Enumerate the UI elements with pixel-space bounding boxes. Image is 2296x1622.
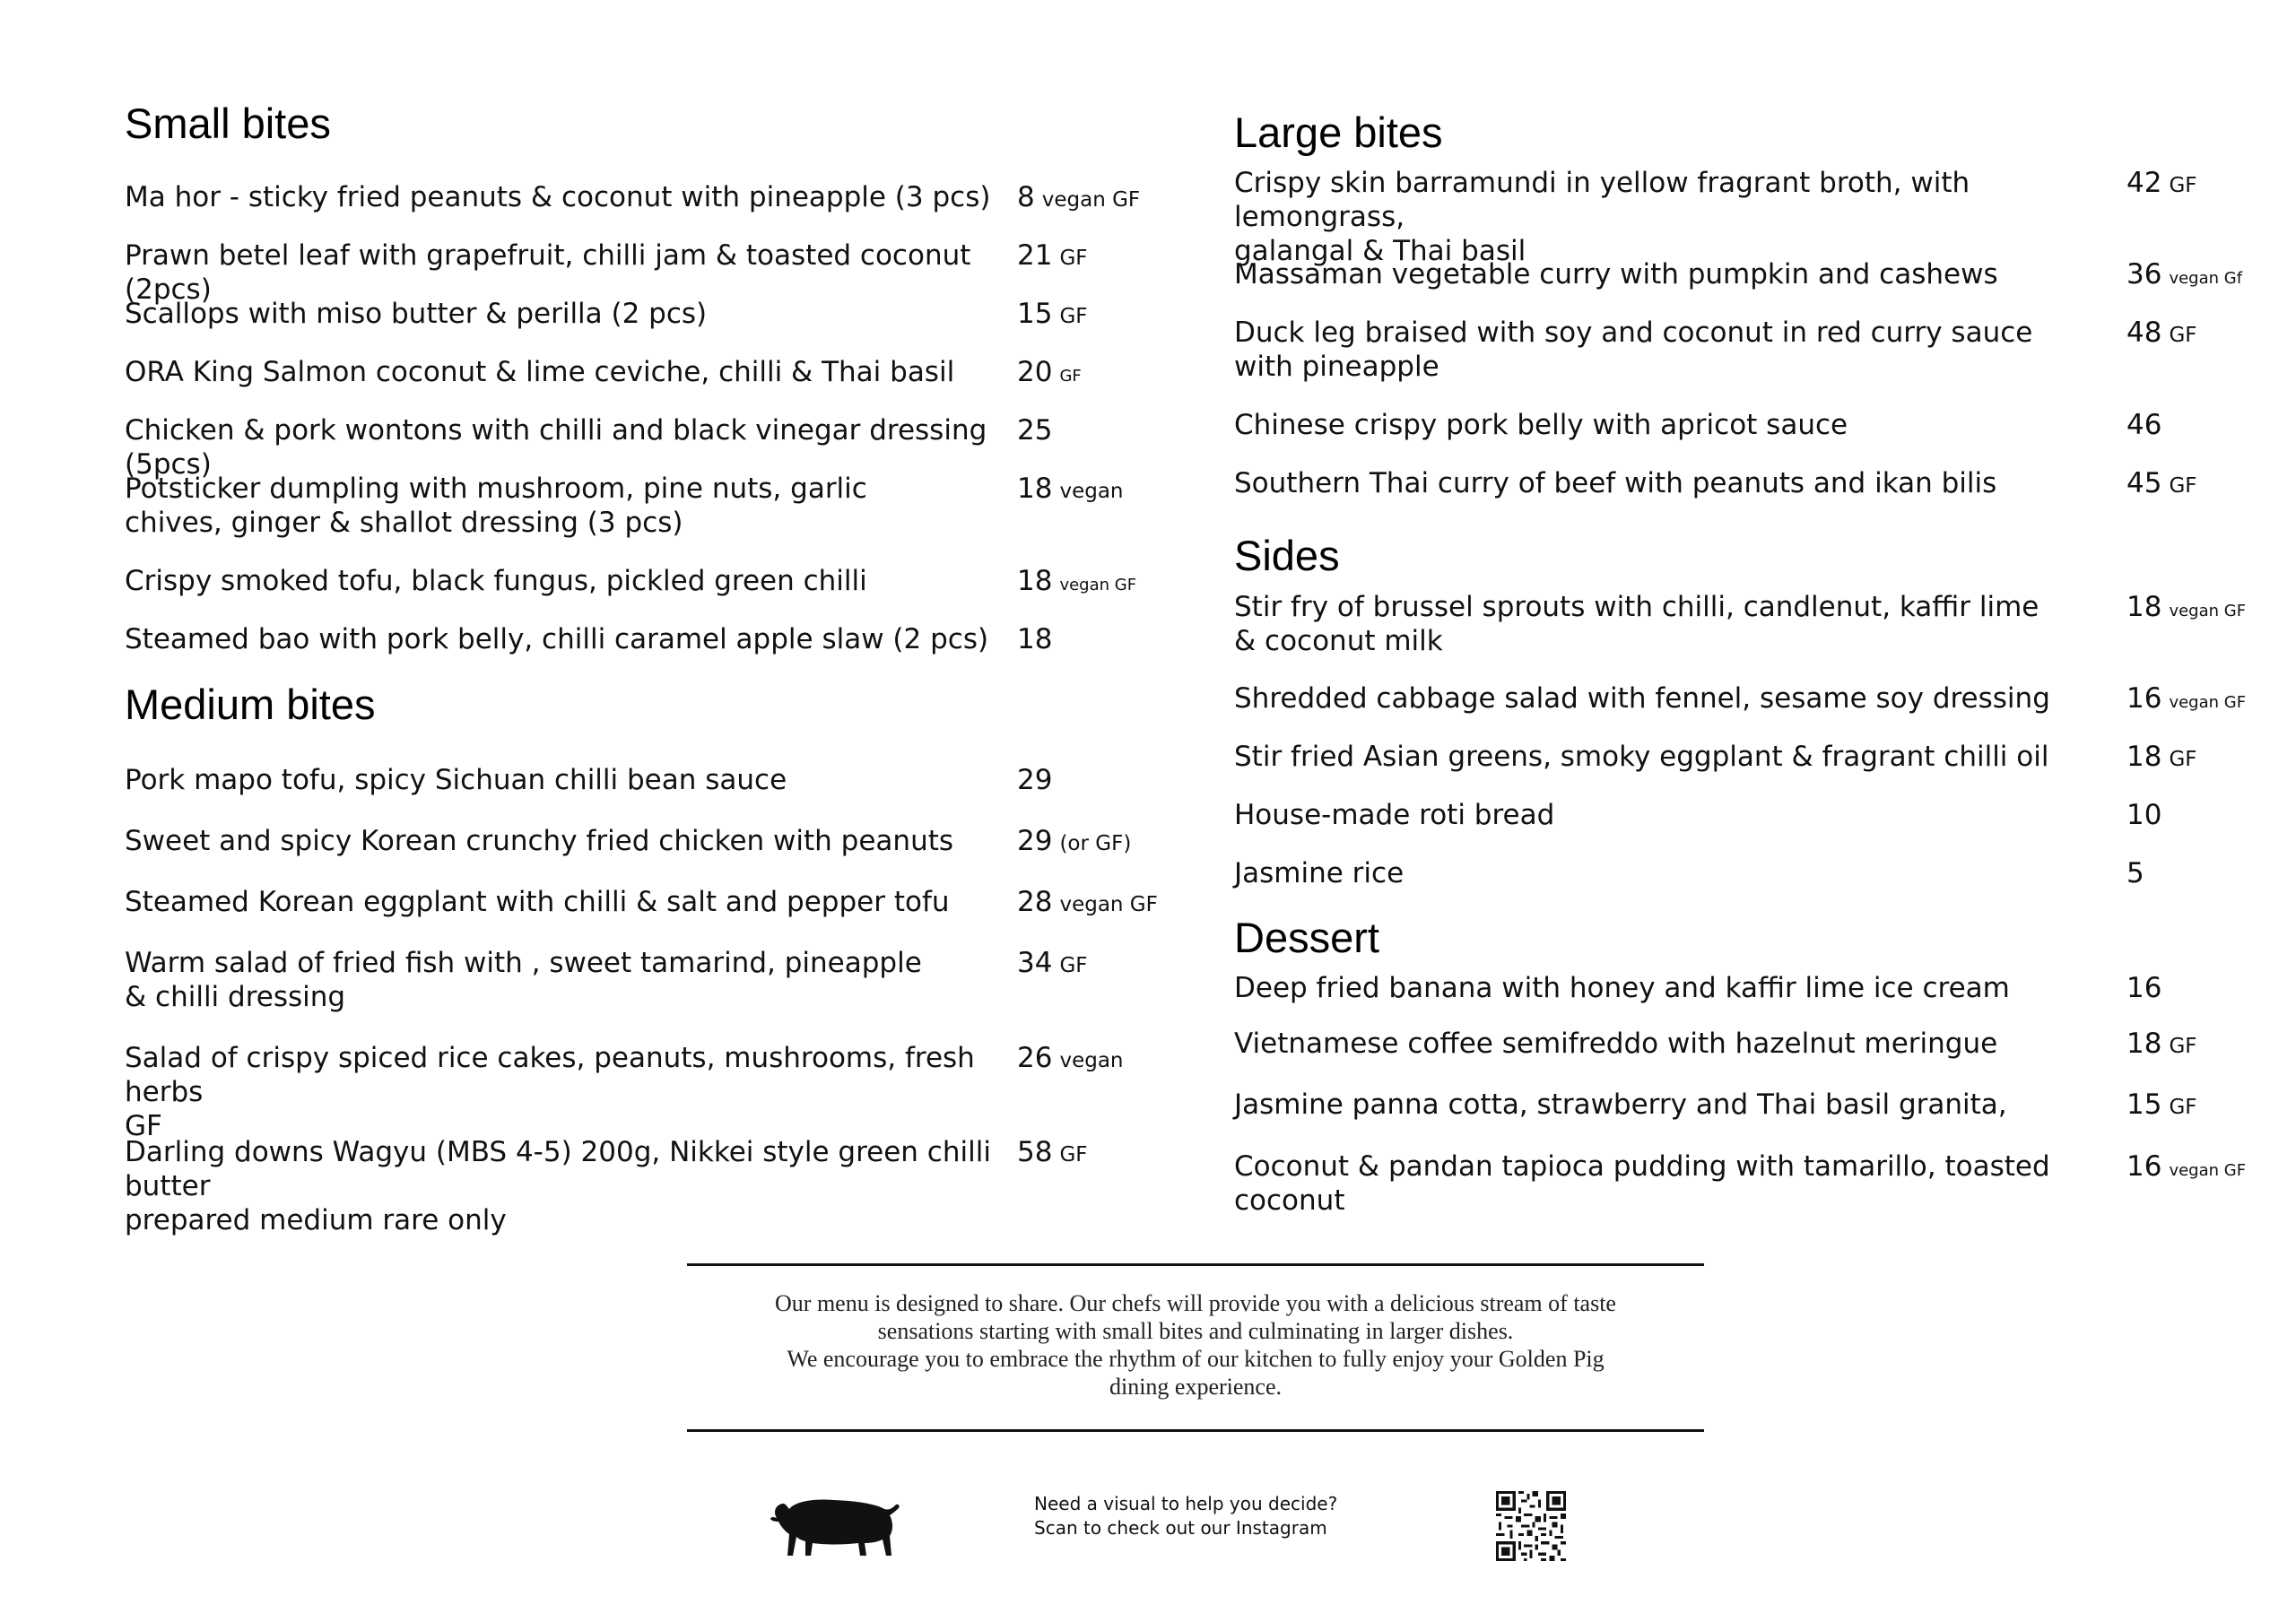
menu-item-name: House-made roti bread (1234, 799, 1555, 831)
menu-item-name: Stir fried Asian greens, smoky eggplant & fragrant chilli oil (1234, 741, 2049, 773)
price-value: 20 (1017, 356, 1053, 388)
dietary-tags: vegan (1059, 1049, 1124, 1072)
menu-item-name: Steamed bao with pork belly, chilli caramel apple slaw (2 pcs) (125, 623, 989, 655)
menu-item-name: Crispy smoked tofu, black fungus, pickled green chilli (125, 565, 867, 597)
sides-heading: Sides (1234, 532, 1340, 579)
menu-item-price (2126, 1027, 2197, 1063)
price-value: 48 (2126, 317, 2162, 349)
menu-item-name-line: Darling downs Wagyu (MBS 4-5) 200g, Nikkei style green chilli butter (125, 1136, 991, 1202)
price-value: 18 (1017, 473, 1053, 505)
menu-item-name: Southern Thai curry of beef with peanuts and ikan bilis (1234, 467, 1997, 499)
dietary-tags: GF (2169, 174, 2197, 197)
price-value: 18 (2126, 591, 2162, 623)
note-line: sensations starting with small bites and culminating in larger dishes. (877, 1318, 1514, 1344)
menu-item-price (1017, 824, 1131, 861)
note-line: We encourage you to embrace the rhythm of our kitchen to fully enjoy your Golden Pig (787, 1346, 1605, 1372)
dietary-tags: GF (2169, 748, 2197, 771)
menu-item-name: Coconut & pandan tapioca pudding with tamarillo, toasted coconut (1234, 1150, 2050, 1217)
menu-item-name-line: & chilli dressing (125, 981, 346, 1013)
menu-item-price (2126, 257, 2242, 296)
note-line: dining experience. (1109, 1374, 1283, 1400)
menu-item-name: Sweet and spicy Korean crunchy fried chicken with peanuts (125, 825, 954, 857)
dietary-tags: GF (1059, 1143, 1088, 1167)
menu-item-price (1017, 1041, 1124, 1078)
menu-item-name-line: & coconut milk (1234, 625, 1443, 657)
menu-item-price (1017, 885, 1158, 922)
price-value: 18 (2126, 741, 2162, 773)
dietary-tags: vegan (1059, 480, 1124, 503)
price-value: 18 (1017, 565, 1053, 597)
price-value: 29 (1017, 764, 1053, 796)
promo-line: Scan to check out our Instagram (1034, 1517, 1327, 1539)
menu-item-price (2126, 166, 2197, 203)
menu-item-price (2126, 798, 2169, 835)
dietary-tags: vegan GF (1059, 893, 1158, 916)
price-value: 16 (2126, 1150, 2162, 1183)
menu-item-name-line: Crispy skin barramundi in yellow fragrant broth, with lemongrass, (1234, 167, 1970, 233)
menu-item-price (2126, 856, 2152, 893)
dietary-tags: vegan GF (1059, 576, 1137, 594)
menu-item-name (125, 946, 995, 1014)
menu-item-price (1017, 946, 1088, 983)
price-value: 18 (1017, 623, 1053, 655)
menu-item-name: Ma hor - sticky fried peanuts & coconut with pineapple (3 pcs) (125, 181, 991, 213)
price-value: 25 (1017, 414, 1053, 447)
menu-item-name: Pork mapo tofu, spicy Sichuan chilli bean sauce (125, 764, 787, 796)
price-value: 28 (1017, 886, 1053, 918)
price-value: 18 (2126, 1028, 2162, 1060)
dietary-tags: GF (2169, 1096, 2197, 1119)
menu-item-price (2126, 408, 2169, 445)
menu-item-name-line: galangal & Thai basil (1234, 235, 1526, 267)
menu-item-price (1017, 413, 1059, 450)
menu-item-price (1017, 239, 1088, 275)
dessert-heading: Dessert (1234, 914, 1379, 961)
menu-item-name: Chinese crispy pork belly with apricot sauce (1234, 409, 1848, 441)
menu-item-name: Scallops with miso butter & perilla (2 pcs) (125, 298, 708, 330)
menu-item-price (2126, 971, 2169, 1008)
menu-item-price (1017, 564, 1136, 603)
price-value: 15 (2126, 1089, 2162, 1121)
menu-item-name (1234, 316, 2118, 384)
menu-item-price (2126, 466, 2197, 503)
price-value: 26 (1017, 1042, 1053, 1074)
menu-item-name: Jasmine panna cotta, strawberry and Thai basil granita, (1234, 1089, 2007, 1121)
price-value: 21 (1017, 239, 1053, 272)
bottom-divider (687, 1429, 1704, 1432)
menu-item-name (1234, 166, 2118, 268)
note-line: Our menu is designed to share. Our chefs will provide you with a delicious stream of taste (775, 1290, 1616, 1316)
price-value: 42 (2126, 167, 2162, 199)
price-value: 16 (2126, 682, 2162, 715)
menu-item-price (1017, 180, 1140, 217)
menu-item-name: ORA King Salmon coconut & lime ceviche, chilli & Thai basil (125, 356, 955, 388)
price-value: 34 (1017, 947, 1053, 979)
price-value: 5 (2126, 857, 2144, 889)
menu-item-name-line: prepared medium rare only (125, 1204, 507, 1236)
menu-item-price (2126, 316, 2197, 352)
price-value: 16 (2126, 972, 2162, 1004)
dietary-tags: (or GF) (1059, 832, 1132, 855)
dietary-tags: GF (1059, 305, 1088, 328)
qr-code-icon[interactable] (1496, 1490, 1566, 1562)
small-bites-heading: Small bites (125, 100, 331, 147)
dietary-tags: GF (2169, 324, 2197, 347)
menu-item-price (1017, 1135, 1088, 1172)
menu-item-name: Shredded cabbage salad with fennel, sesame soy dressing (1234, 682, 2050, 715)
menu-item-name-line: Duck leg braised with soy and coconut in red curry sauce (1234, 317, 2033, 349)
top-divider (687, 1263, 1704, 1266)
price-value: 8 (1017, 181, 1035, 213)
dietary-tags: vegan GF (1041, 188, 1141, 212)
dietary-tags: GF (1059, 367, 1082, 386)
dietary-tags: vegan GF (2169, 693, 2247, 712)
dietary-tags: GF (2169, 1035, 2197, 1058)
menu-item-price (1017, 472, 1124, 508)
menu-item-price (1017, 622, 1059, 659)
menu-item-name-line: GF (125, 1110, 162, 1142)
dietary-tags: GF (1059, 954, 1088, 977)
menu-item-name: Massaman vegetable curry with pumpkin and cashews (1234, 258, 1998, 291)
pig-silhouette-icon (770, 1491, 904, 1561)
menu-item-name (125, 1135, 995, 1237)
menu-item-name-line: with pineapple (1234, 351, 1439, 383)
instagram-promo (1034, 1492, 1337, 1540)
menu-item-name: Jasmine rice (1234, 857, 1405, 889)
menu-item-name (1234, 590, 2118, 658)
dietary-tags: GF (1059, 247, 1088, 270)
price-value: 45 (2126, 467, 2162, 499)
dietary-tags: vegan GF (2169, 1161, 2247, 1180)
price-value: 15 (1017, 298, 1053, 330)
menu-item-name: Deep fried banana with honey and kaffir lime ice cream (1234, 972, 2010, 1004)
menu-item-price (1017, 763, 1059, 800)
price-value: 58 (1017, 1136, 1053, 1168)
menu-item-price (1017, 297, 1088, 334)
menu-item-name: Chicken & pork wontons with chilli and black vinegar dressing (5pcs) (125, 414, 987, 481)
menu-item-name-line: Stir fry of brussel sprouts with chilli, candlenut, kaffir lime (1234, 591, 2039, 623)
menu-item-name-line: Salad of crispy spiced rice cakes, peanuts, mushrooms, fresh herbs (125, 1042, 975, 1108)
price-value: 10 (2126, 799, 2162, 831)
price-value: 46 (2126, 409, 2162, 441)
price-value: 36 (2126, 258, 2162, 291)
menu-item-price (2126, 1088, 2197, 1124)
menu-item-name (125, 1041, 995, 1143)
menu-item-price (2126, 740, 2197, 776)
menu-item-name: Steamed Korean eggplant with chilli & salt and pepper tofu (125, 886, 950, 918)
menu-item-price (2126, 1149, 2246, 1188)
menu-item-name: Prawn betel leaf with grapefruit, chilli jam & toasted coconut (2pcs) (125, 239, 971, 306)
medium-bites-heading: Medium bites (125, 681, 376, 728)
sharing-note (687, 1289, 1704, 1401)
price-value: 29 (1017, 825, 1053, 857)
menu-item-price (2126, 681, 2246, 720)
menu-item-price (2126, 590, 2246, 629)
dietary-tags: vegan GF (2169, 602, 2247, 620)
menu-item-name: Potsticker dumpling with mushroom, pine nuts, garlic chives, ginger & shallot dressing (3 pcs) (125, 473, 867, 539)
menu-item-price (1017, 355, 1082, 394)
menu-item-name: Vietnamese coffee semifreddo with hazelnut meringue (1234, 1028, 1998, 1060)
dietary-tags: vegan Gf (2169, 269, 2243, 288)
dietary-tags: GF (2169, 474, 2197, 498)
promo-line: Need a visual to help you decide? (1034, 1493, 1338, 1514)
menu-item-name-line: Warm salad of fried fish with , sweet tamarind, pineapple (125, 947, 922, 979)
large-bites-heading: Large bites (1234, 108, 1443, 156)
